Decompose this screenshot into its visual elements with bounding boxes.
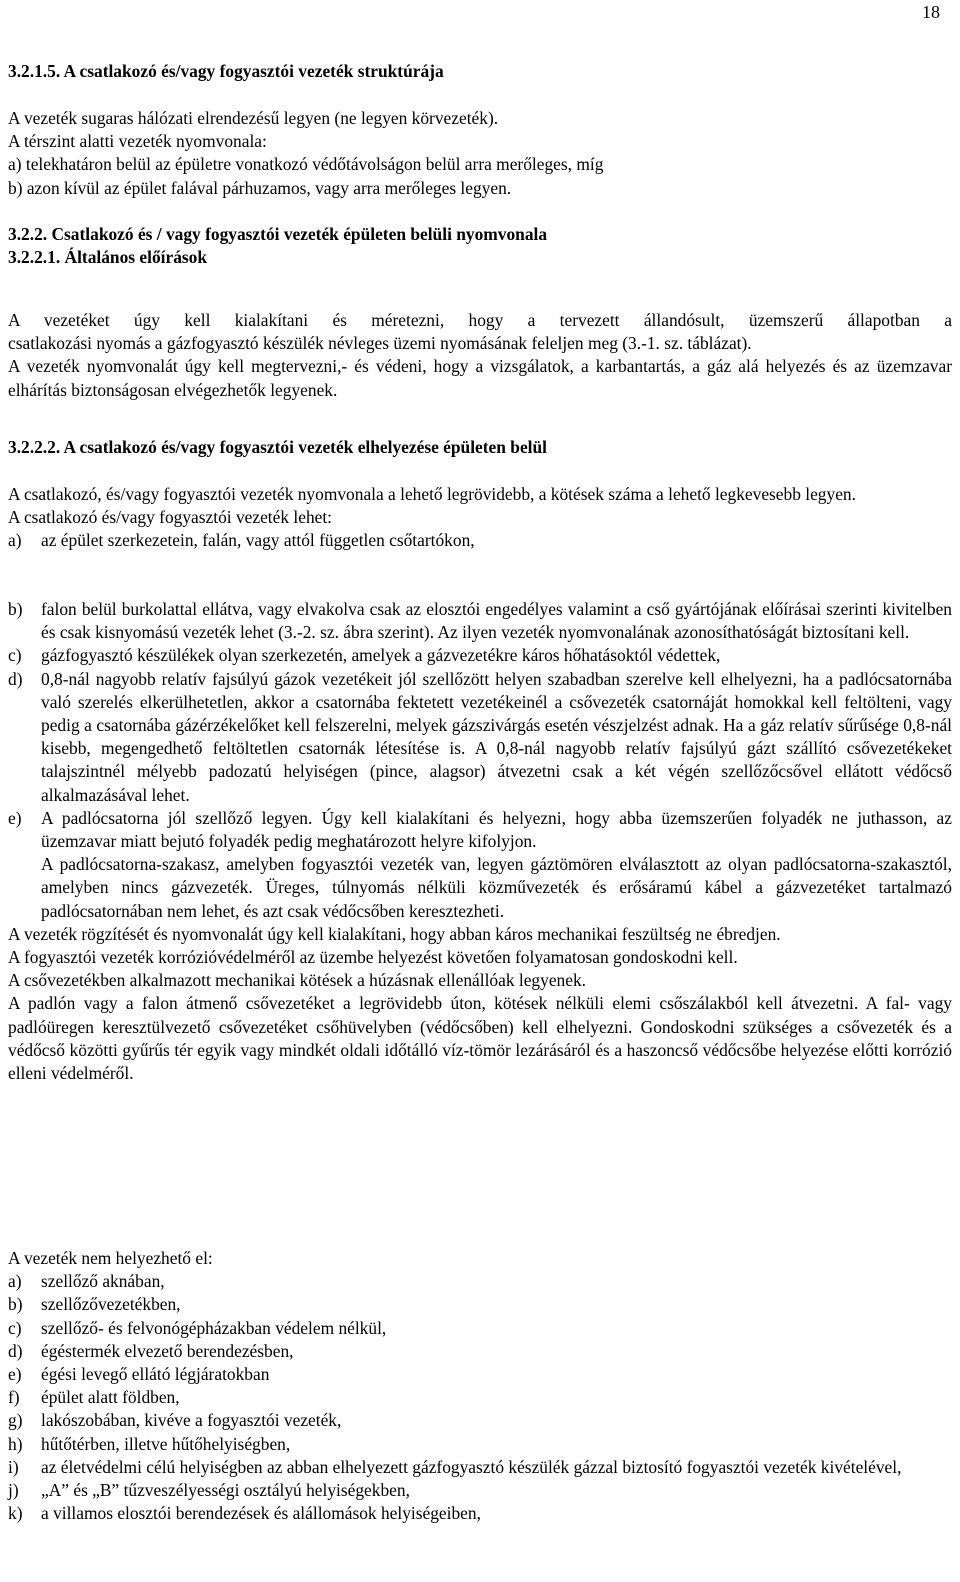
list-item-text: hűtőtérben, illetve hűtőhelyiségben, bbox=[41, 1433, 291, 1454]
list-marker: d) bbox=[8, 668, 23, 689]
list-marker: d) bbox=[8, 1340, 23, 1361]
list-marker: c) bbox=[8, 645, 22, 666]
prohibited-locations bbox=[8, 1247, 952, 1525]
section-heading: 3.2.1.5. A csatlakozó és/vagy fogyasztói vezeték struktúrája bbox=[8, 61, 444, 81]
list-item bbox=[8, 1433, 952, 1456]
list-marker: k) bbox=[8, 1503, 23, 1524]
list-item bbox=[8, 1409, 952, 1432]
list-marker: f) bbox=[8, 1387, 20, 1408]
paragraph: A térszint alatti vezeték nyomvonala: bbox=[8, 131, 267, 152]
list-item bbox=[8, 1270, 952, 1293]
list-item-text: égéstermék elvezető berendezésben, bbox=[41, 1340, 294, 1361]
list-item-text: falon belül burkolattal ellátva, vagy elvakolva csak az elosztói engedélyes valamint a cső gyártójának előírásai szerinti kivitelben és csak kisnyomású vezeték lehet (3.-2. sz. ábra szerint). Az ilyen vezeték nyomvonalának azonosíthatóságát biztosítani kell. bbox=[41, 599, 952, 643]
section-3-2-2-1-body bbox=[8, 309, 952, 402]
subsection-heading: 3.2.2.2. A csatlakozó és/vagy fogyasztói vezeték elhelyezése épületen belül bbox=[8, 437, 548, 457]
subsection-heading: 3.2.2.1. Általános előírások bbox=[8, 247, 208, 268]
list-item-text: A padlócsatorna jól szellőző legyen. Úgy kell kialakítani és helyezni, hogy abba üzemszerűen folyadék ne juthasson, az üzemzavar miatt bejutó folyadék pedig meghatározott helyre kifolyjon. bbox=[41, 807, 952, 852]
list-item-text: az életvédelmi célú helyiségben az abban elhelyezett gázfogyasztó készülék gázzal biztosító fogyasztói vezeték kivételével, bbox=[41, 1456, 902, 1477]
list-marker: e) bbox=[8, 1364, 22, 1385]
list-marker: h) bbox=[8, 1433, 23, 1454]
list-item bbox=[8, 668, 952, 807]
list-item-text: a villamos elosztói berendezések és alállomások helyiségeiben, bbox=[41, 1503, 481, 1524]
paragraph: A csővezetékben alkalmazott mechanikai kötések a húzásnak ellenállóak legyenek. bbox=[8, 970, 586, 991]
section-heading: 3.2.2. Csatlakozó és / vagy fogyasztói vezeték épületen belüli nyomvonala bbox=[8, 224, 548, 244]
list-item bbox=[8, 1340, 952, 1363]
list-item bbox=[8, 1502, 952, 1525]
list-item-text: az épület szerkezetein, falán, vagy attól független csőtartókon, bbox=[41, 530, 475, 551]
list-item bbox=[8, 529, 952, 552]
list-item-text: 0,8-nál nagyobb relatív fajsúlyú gázok vezetékeit jól szellőzött helyen szabadban szerelve kell elhelyezni, ha a padlócsatornába való szerelés elkerülhetetlen, akkor a csatornába fektetett vezetékeinél a csővezeték csatornáját homokkal kell feltölteni, vagy pedig a csatornába gázérzékelőket kell felszerelni, melyek gázszivárgás esetén vészjelzést adnak. Ha a gáz relatív sűrűsége 0,8-nál kisebb, megengedhető feltöltetlen csatornák létesítése is. A 0,8-nál nagyobb relatív fajsúlyú gázt szállító csővezetékeket talajszintnél mélyebb padozatú helyiségen (pince, alagsor) átvezetni csak a két végén szellőzőcsővel ellátott védőcső alkalmazásával lehet. bbox=[41, 668, 952, 805]
paragraph: A vezeték nem helyezhető el: bbox=[8, 1248, 213, 1268]
list-marker: e) bbox=[8, 807, 22, 828]
list-item bbox=[8, 1386, 952, 1409]
list-item bbox=[8, 1317, 952, 1340]
paragraph: A vezeték sugaras hálózati elrendezésű legyen (ne legyen körvezeték). bbox=[8, 108, 499, 128]
list-item-text: szellőzővezetékben, bbox=[41, 1294, 181, 1315]
list-item bbox=[8, 644, 952, 667]
list-item-text: szellőző aknában, bbox=[41, 1271, 165, 1292]
list-marker: b) bbox=[8, 599, 23, 619]
list-item-text: lakószobában, kivéve a fogyasztói vezeték, bbox=[41, 1410, 342, 1431]
list-marker: g) bbox=[8, 1410, 23, 1431]
list-marker: c) bbox=[8, 1317, 22, 1338]
list-item bbox=[8, 1456, 952, 1479]
list-item bbox=[8, 598, 952, 644]
paragraph: A csatlakozó és/vagy fogyasztói vezeték lehet: bbox=[8, 507, 333, 528]
section-3-2-2-2 bbox=[8, 436, 952, 459]
list-marker: i) bbox=[8, 1456, 19, 1477]
list-item-text: égési levegő ellátó légjáratokban bbox=[41, 1364, 270, 1385]
list-item: a) telekhatáron belül az épületre vonatkozó védőtávolságon belül arra merőleges, míg bbox=[8, 154, 604, 175]
list-marker: a) bbox=[8, 530, 22, 551]
list-marker: a) bbox=[8, 1271, 22, 1292]
page-number: 18 bbox=[922, 2, 940, 22]
section-3-2-1-5 bbox=[8, 60, 952, 83]
section-3-2-1-5-body bbox=[8, 107, 952, 200]
section-3-2-2-2-body bbox=[8, 483, 952, 553]
list-item: b) azon kívül az épület falával párhuzamos, vagy arra merőleges legyen. bbox=[8, 177, 512, 198]
list-item bbox=[8, 807, 952, 923]
list-item bbox=[8, 1293, 952, 1316]
list-marker: b) bbox=[8, 1294, 23, 1315]
list-item-text: „A” és „B” tűzveszélyességi osztályú helyiségekben, bbox=[41, 1480, 410, 1501]
paragraph-line: A vezetéket úgy kell kialakítani és méretezni, hogy a tervezett állandósult, üzemszerű állapotban a bbox=[8, 310, 952, 330]
paragraph: A vezeték rögzítését és nyomvonalát úgy kell kialakítani, hogy abban káros mechanikai feszültség ne ébredjen. bbox=[8, 923, 781, 944]
list-item-text: szellőző- és felvonógépházakban védelem nélkül, bbox=[41, 1317, 387, 1338]
paragraph: A csatlakozó, és/vagy fogyasztói vezeték nyomvonala a lehető legrövidebb, a kötések száma a lehető legkevesebb legyen. bbox=[8, 484, 856, 504]
list-item-text: A padlócsatorna-szakasz, amelyben fogyasztói vezeték van, legyen gáztömören elválasztott az olyan padlócsatorna-szakasztól, amelyben nincs gázvezeték. Üreges, túlnyomás nélküli közművezeték és erősáramú kábel a gázvezetéket tartalmazó padlócsatornában nem lehet, és azt csak védőcsőben keresztezheti. bbox=[41, 854, 952, 921]
paragraph-line: csatlakozási nyomás a gázfogyasztó készülék névleges üzemi nyomásának feleljen meg (3.-1. sz. táblázat). bbox=[8, 333, 752, 354]
paragraph: A fogyasztói vezeték korrózióvédelméről az üzembe helyezést követően folyamatosan gondoskodni kell. bbox=[8, 947, 738, 968]
section-3-2-2-2-list bbox=[8, 598, 952, 1085]
paragraph: A padlón vagy a falon átmenő csővezetéket a legrövidebb úton, kötések nélküli elemi csőszálakból kell átvezetni. A fal- vagy padlóüregen keresztülvezető csővezetéket csőhüvelyben (védőcsőben) kell elhelyezni. Gondoskodni szükséges a csővezeték és a védőcső közötti gyűrűs tér egyik vagy mindkét oldali időtálló víz-tömör lezárásáról és a haszoncső védőcsőbe helyezése előtti korrózió elleni védelméről. bbox=[8, 993, 952, 1084]
paragraph: A vezeték nyomvonalát úgy kell megtervezni,- és védeni, hogy a vizsgálatok, a karbantartás, a gáz alá helyezés és az üzemzavar elhárítás biztonságosan elvégezhetők legyenek. bbox=[8, 356, 952, 400]
list-item bbox=[8, 1479, 952, 1502]
list-item-text: épület alatt földben, bbox=[41, 1387, 180, 1408]
list-marker: j) bbox=[8, 1480, 19, 1501]
section-3-2-2 bbox=[8, 223, 952, 269]
list-item-text: gázfogyasztó készülékek olyan szerkezetén, amelyek a gázvezetékre káros hőhatásoktól védettek, bbox=[41, 645, 721, 666]
list-item bbox=[8, 1363, 952, 1386]
